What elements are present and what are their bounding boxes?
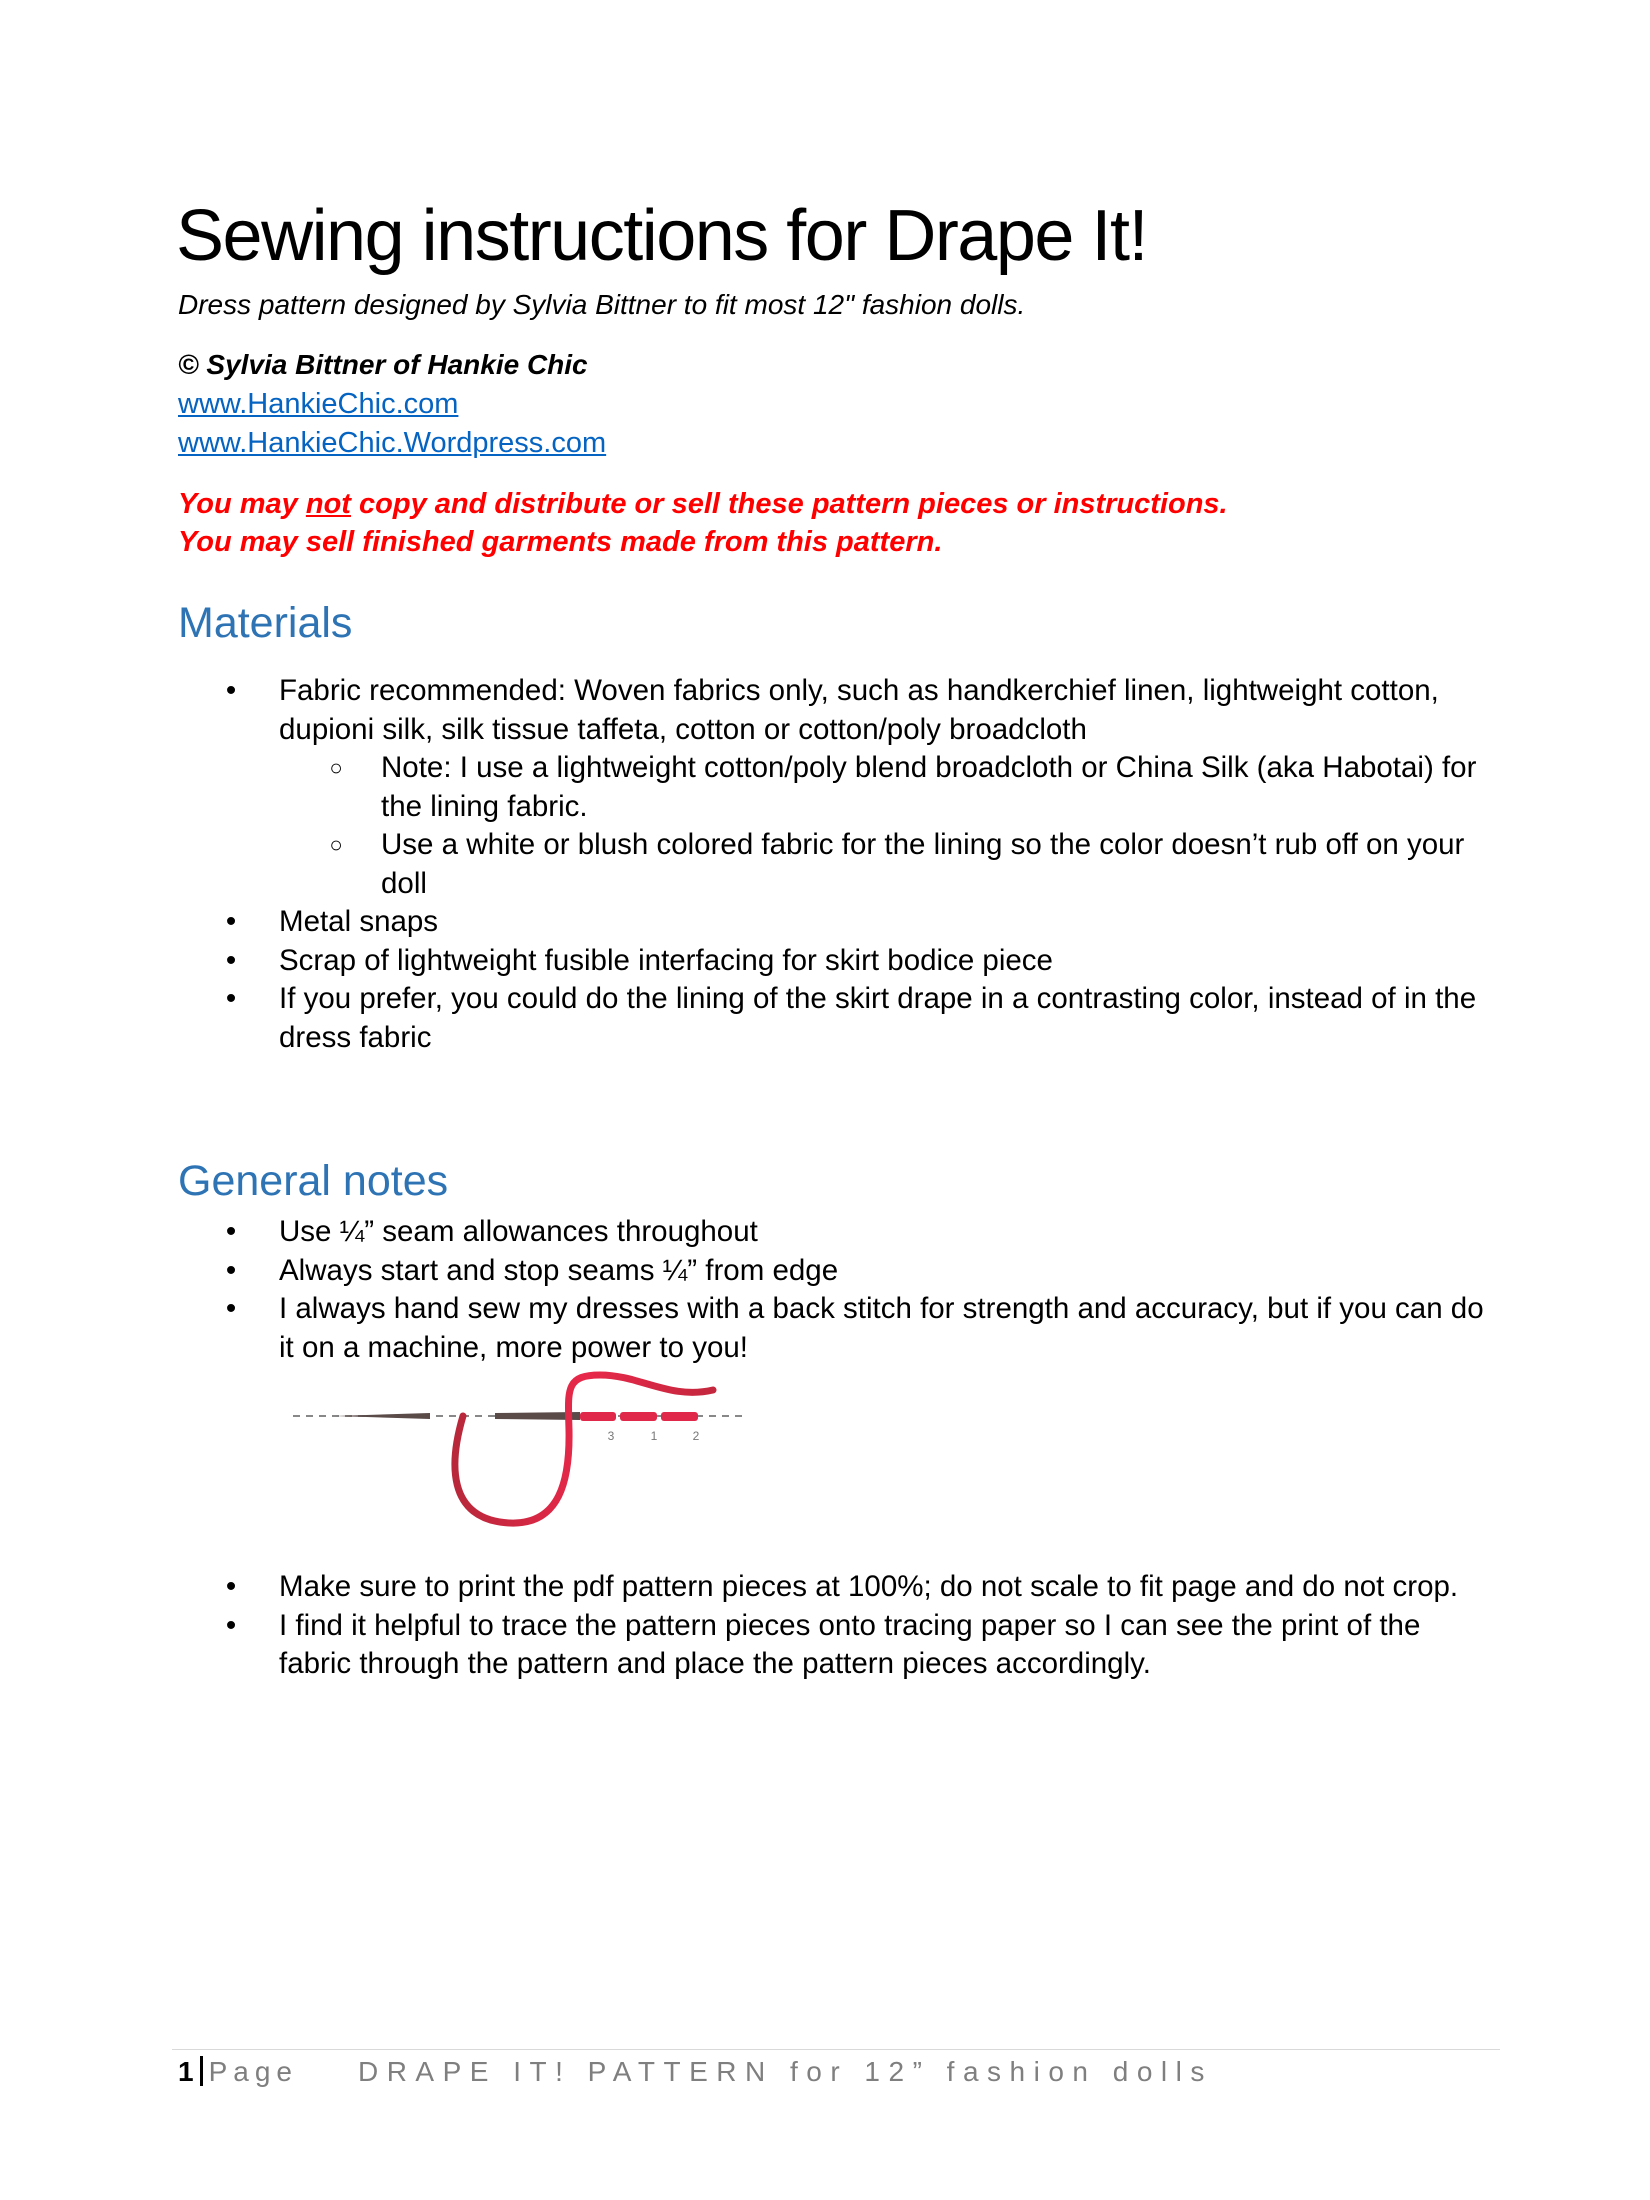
list-item: [224, 1252, 1494, 1291]
page-title: Sewing instructions for Drape It!: [176, 196, 1147, 276]
needle-left: [335, 1413, 430, 1419]
item-text: Use ¼” seam allowances throughout: [279, 1215, 758, 1248]
sell-notice: You may sell finished garments made from this pattern.: [178, 526, 943, 558]
bullet-icon: •: [225, 982, 237, 1015]
item-text: I find it helpful to trace the pattern pieces onto tracing paper so I can see the print of the fabric through the pattern and place the pattern pieces accordingly.: [279, 1608, 1421, 1680]
bullet-icon: •: [225, 1253, 237, 1287]
stitch: [620, 1412, 657, 1421]
list-item: [224, 1568, 1494, 1607]
item-text: Use a white or blush colored fabric for the lining so the color doesn’t rub off on your doll: [381, 828, 1465, 900]
item-text: Metal snaps: [279, 905, 439, 938]
footer-divider: [172, 2049, 1500, 2050]
link-hankiechic-wordpress[interactable]: www.HankieChic.Wordpress.com: [178, 427, 607, 459]
link-hankiechic[interactable]: www.HankieChic.com: [178, 388, 459, 420]
item-text: Fabric recommended: Woven fabrics only, such as handkerchief linen, lightweight cotton, dupioni silk, silk tissue taffeta, cotton or cotton/poly broadcloth: [279, 674, 1439, 746]
materials-heading: Materials: [178, 599, 353, 647]
notice-text: copy and distribute or sell these pattern pieces or instructions.: [350, 488, 1228, 520]
item-text: I always hand sew my dresses with a back stitch for strength and accuracy, but if you can do it on a machine, more power to you!: [279, 1292, 1484, 1364]
stitch-label: 3: [607, 1429, 615, 1443]
list-item: [224, 749, 1494, 826]
materials-list: [224, 672, 1494, 1057]
general-notes-list: [224, 1213, 1494, 1367]
page-footer: [178, 2056, 1213, 2088]
bullet-icon: •: [225, 943, 237, 977]
bullet-icon: •: [225, 1292, 237, 1325]
stitch: [661, 1412, 698, 1421]
stitch: [580, 1412, 616, 1421]
item-text: Always start and stop seams ¼” from edge: [279, 1253, 839, 1287]
stitch-label: 2: [692, 1429, 700, 1443]
copy-notice: [178, 488, 1228, 521]
copyright: © Sylvia Bittner of Hankie Chic: [178, 349, 588, 380]
list-item: [224, 672, 1494, 749]
general-notes-list-continued: [224, 1568, 1494, 1684]
subtitle: Dress pattern designed by Sylvia Bittner to fit most 12" fashion dolls.: [178, 289, 1026, 320]
stitch-label: 1: [650, 1429, 658, 1443]
back-stitch-illustration: [280, 1370, 780, 1560]
bullet-icon: •: [225, 674, 237, 707]
notice-emphasis: not: [305, 488, 351, 520]
item-text: Note: I use a lightweight cotton/poly blend broadcloth or China Silk (aka Habotai) for the lining fabric.: [381, 751, 1477, 823]
list-item: [224, 980, 1494, 1057]
circle-bullet-icon: ○: [329, 755, 343, 780]
footer-title: DRAPE IT! PATTERN for 12” fashion dolls: [357, 2056, 1213, 2087]
list-item: [224, 1290, 1494, 1367]
bullet-icon: •: [225, 1215, 237, 1248]
list-item: [224, 1607, 1494, 1684]
list-item: [224, 903, 1494, 942]
bullet-icon: •: [225, 905, 237, 938]
list-item: [224, 942, 1494, 981]
page-label: Page: [208, 2056, 298, 2087]
list-item: [224, 826, 1494, 903]
item-text: Make sure to print the pdf pattern pieces at 100%; do not scale to fit page and do not crop.: [279, 1570, 1459, 1603]
circle-bullet-icon: ○: [329, 832, 343, 857]
footer-separator: [200, 2056, 203, 2086]
general-notes-heading: General notes: [178, 1157, 449, 1205]
thread-loop: [455, 1375, 713, 1523]
bullet-icon: •: [225, 1570, 237, 1603]
item-text: If you prefer, you could do the lining of the skirt drape in a contrasting color, instead of in the dress fabric: [279, 982, 1477, 1054]
page-number: 1: [178, 2056, 194, 2087]
bullet-icon: •: [225, 1608, 237, 1642]
list-item: [224, 1213, 1494, 1252]
notice-text: You may: [178, 488, 306, 520]
item-text: Scrap of lightweight fusible interfacing for skirt bodice piece: [279, 943, 1053, 977]
